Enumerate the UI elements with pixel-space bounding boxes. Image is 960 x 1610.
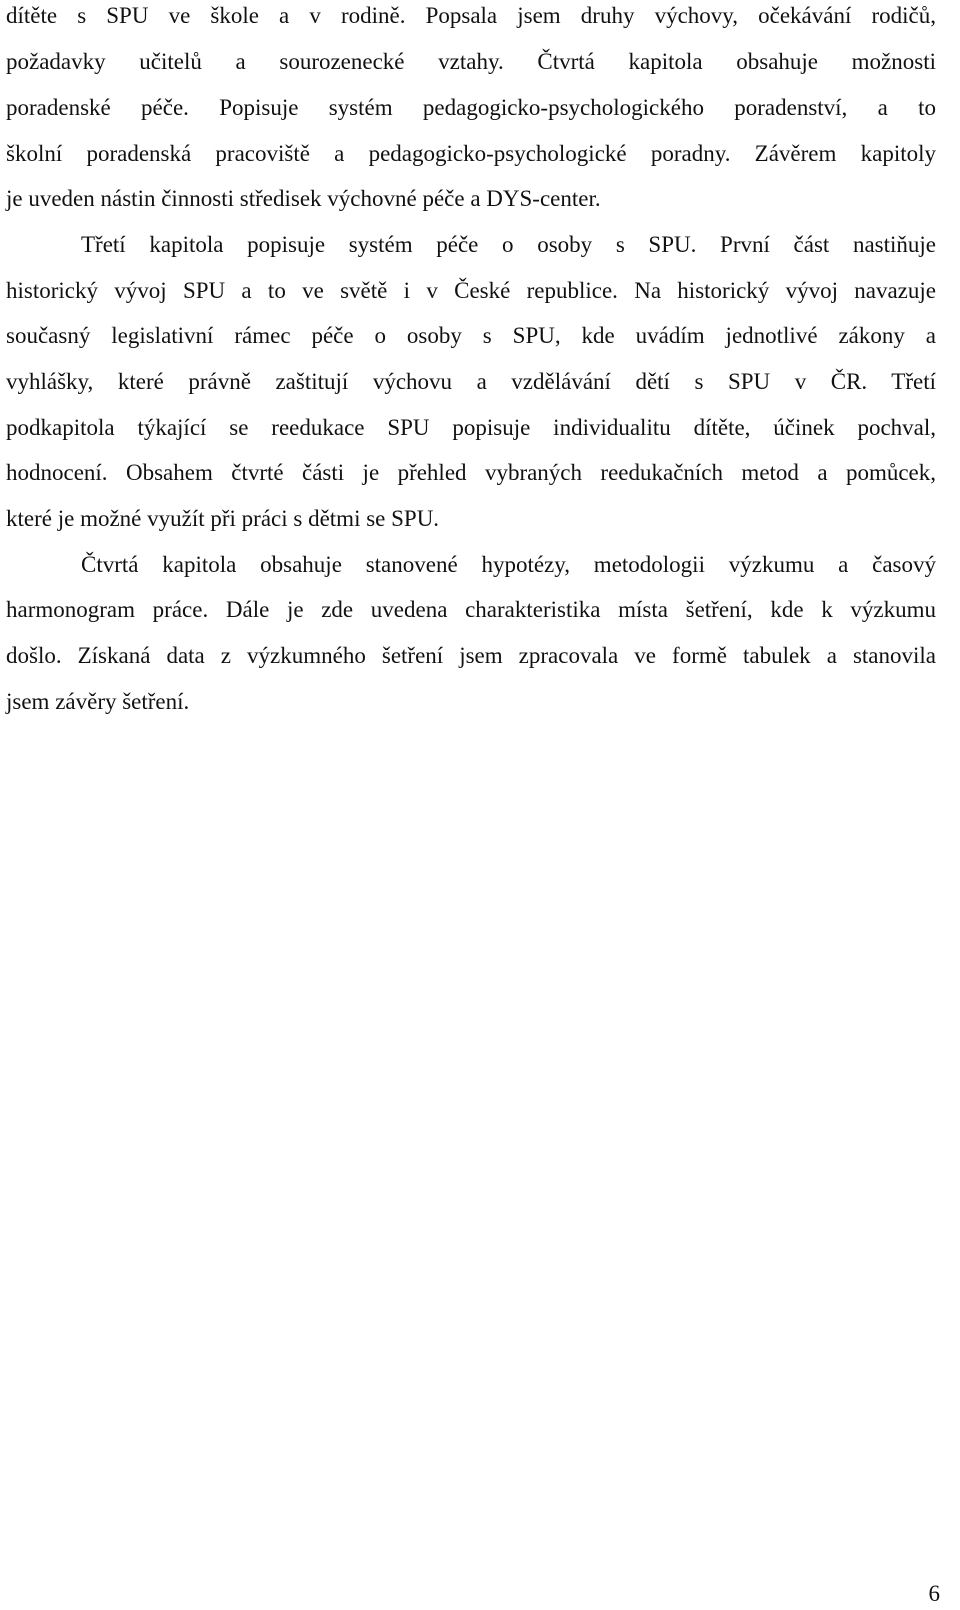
text-line: současný legislativní rámec péče o osoby s SPU, kde uvádím jednotlivé zákony a	[6, 323, 936, 348]
text-line: poradenské péče. Popisuje systém pedagogicko-psychologického poradenství, a to	[6, 95, 936, 120]
text-line: dítěte s SPU ve škole a v rodině. Popsala jsem druhy výchovy, očekávání rodičů,	[6, 3, 936, 28]
text-line: požadavky učitelů a sourozenecké vztahy. Čtvrtá kapitola obsahuje možnosti	[6, 49, 936, 74]
text-line: došlo. Získaná data z výzkumného šetření jsem zpracovala ve formě tabulek a stanovila	[6, 643, 936, 668]
text-line: jsem závěry šetření.	[6, 689, 190, 714]
text-line: podkapitola týkající se reedukace SPU popisuje individualitu dítěte, účinek pochval,	[6, 415, 936, 440]
page-number: 6	[928, 1581, 940, 1606]
text-line: je uveden nástin činnosti středisek výchovné péče a DYS-center.	[6, 186, 601, 211]
text-line: školní poradenská pracoviště a pedagogicko-psychologické poradny. Závěrem kapitoly	[6, 141, 936, 166]
text-line: harmonogram práce. Dále je zde uvedena charakteristika místa šetření, kde k výzkumu	[6, 597, 936, 622]
text-line: historický vývoj SPU a to ve světě i v České republice. Na historický vývoj navazuje	[6, 278, 936, 303]
text-line: které je možné využít při práci s dětmi se SPU.	[6, 506, 440, 531]
text-line: Třetí kapitola popisuje systém péče o osoby s SPU. První část nastiňuje	[81, 232, 936, 257]
text-line: hodnocení. Obsahem čtvrté části je přehled vybraných reedukačních metod a pomůcek,	[6, 460, 936, 485]
text-line: vyhlášky, které právně zaštitují výchovu a vzdělávání dětí s SPU v ČR. Třetí	[6, 369, 936, 394]
text-line: Čtvrtá kapitola obsahuje stanovené hypotézy, metodologii výzkumu a časový	[81, 552, 936, 577]
